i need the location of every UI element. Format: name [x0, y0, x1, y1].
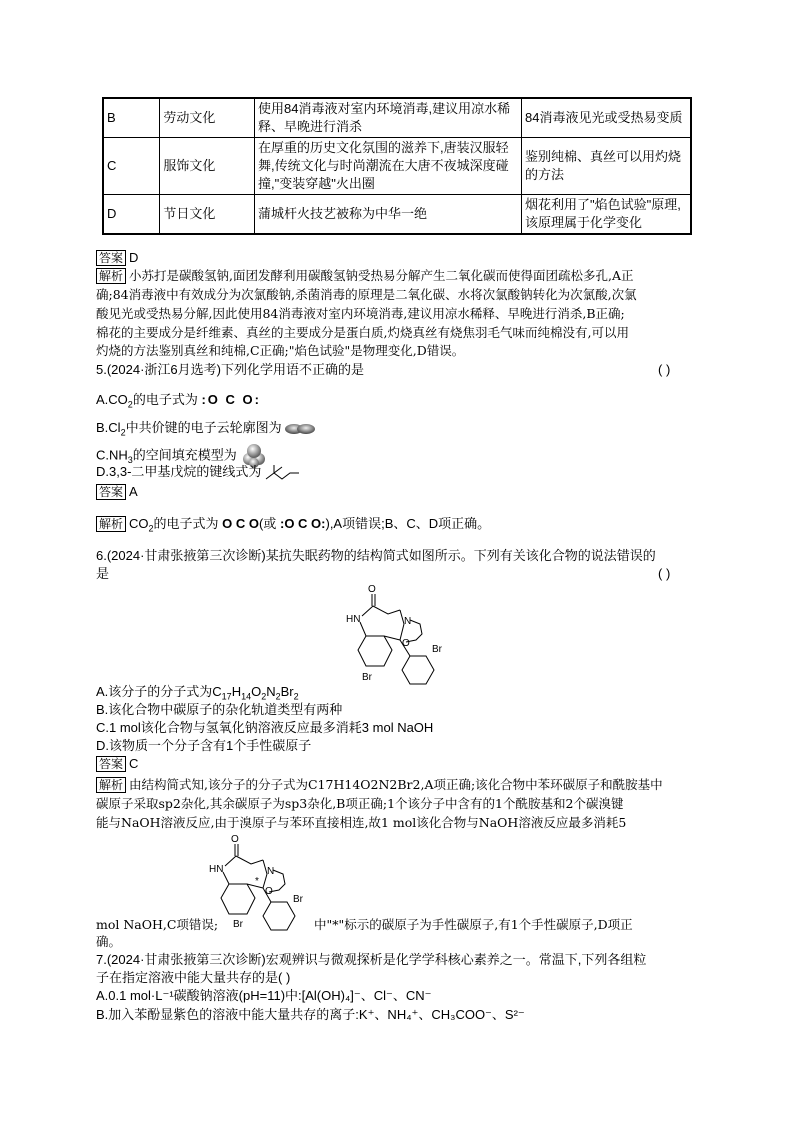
options-table — [102, 97, 692, 235]
atom-label: Br — [233, 919, 243, 930]
q6-analysis-line: 确。 — [96, 934, 122, 949]
electron-formula: O C O — [222, 516, 260, 531]
option-text: A.CO — [96, 392, 128, 407]
atom-label: N — [267, 866, 275, 877]
structure-diagram-chiral — [205, 832, 325, 932]
q6-analysis-line: 能与NaOH溶液反应,由于溴原子与苯环直接相连,故1 mol该化合物与NaOH溶液反应最多消耗5 — [96, 815, 627, 830]
electron-formula: :O C O: — [201, 392, 261, 407]
q7-stem: 7.(2024·甘肃张掖第三次诊断)宏观辨识与微观探析是化学学科核心素养之一。常温下,下列各组粒 — [96, 952, 647, 967]
table-cell: 蒲城杆火技艺被称为中华一绝 — [255, 195, 522, 235]
chiral-star: * — [255, 876, 259, 887]
answer-value: C — [129, 756, 139, 771]
table-cell: D — [103, 195, 160, 235]
atom-label: Br — [293, 894, 303, 905]
q6-analysis-line: 中"*"标示的碳原子为手性碳原子,有1个手性碳原子,D项正 — [314, 917, 633, 932]
option-text: C.NH — [96, 447, 128, 463]
electron-cloud-icon — [285, 422, 315, 436]
analysis-label: 解析 — [96, 777, 126, 793]
analysis-text: 由结构简式知,该分子的分子式为C17H14O2N2Br2,A项正确;该化合物中苯环碳原子和酰胺基中 — [129, 777, 663, 792]
table-cell: 在厚重的历史文化氛围的滋养下,唐装汉服轻舞,传统文化与时尚潮流在大唐不夜城深度碰撞,"变装穿越"火出圈 — [255, 138, 522, 195]
answer-label: 答案 — [96, 250, 126, 266]
table-cell: B — [103, 98, 160, 138]
q6-analysis-line: 碳原子采取sp2杂化,其余碳原子为sp3杂化,B项正确;1个该分子中含有的1个酰胺基和2个碳溴键 — [96, 796, 624, 811]
answer-value: A — [129, 484, 138, 499]
option-text: 的空间填充模型为 — [132, 447, 237, 463]
atom-label: Br — [432, 644, 442, 655]
q4-answer — [96, 250, 138, 266]
q6-analysis-line — [96, 777, 663, 793]
electron-formula: :O C O: — [279, 516, 326, 531]
atom-label: O — [368, 584, 376, 595]
atom-label: N — [404, 616, 412, 627]
q5-option-c: $C.NH_3$的空间填充模型为 — [96, 443, 266, 469]
q6-option-b: B.该化合物中碳原子的杂化轨道类型有两种 — [96, 702, 343, 717]
q5-answer — [96, 484, 138, 500]
q5-option-d — [96, 464, 301, 481]
q4-analysis-line: 酸见光或受热易分解,因此使用84消毒液对室内环境消毒,建议用凉水稀释、早晚进行消杀,B正确; — [96, 306, 625, 321]
atom-label: Br — [362, 672, 372, 683]
q4-analysis-line: 灼烧的方法鉴别真丝和纯棉,C正确;"焰色试验"是物理变化,D错误。 — [96, 343, 465, 358]
q6-stem: 是 — [96, 566, 110, 581]
table-cell: 节日文化 — [160, 195, 255, 235]
structure-diagram — [340, 580, 480, 685]
q6-stem: 6.(2024·甘肃张掖第三次诊断)某抗失眠药物的结构简式如图所示。下列有关该化合物的说法错误的 — [96, 548, 656, 563]
analysis-text: CO — [129, 516, 149, 531]
table-row — [103, 138, 691, 195]
q7-option-a: A.0.1 mol·L⁻¹碳酸钠溶液(pH=11)中:[Al(OH)₄]⁻、Cl⁻、CN⁻ — [96, 988, 432, 1003]
table-cell: 烟花利用了"焰色试验"原理,该原理属于化学变化 — [522, 195, 691, 235]
atom-label: HN — [209, 864, 224, 875]
option-text: B.Cl — [96, 420, 121, 435]
q6-option-c: C.1 mol该化合物与氢氧化钠溶液反应最多消耗3 mol NaOH — [96, 720, 434, 735]
skeletal-formula-icon — [265, 465, 301, 481]
answer-value: D — [129, 250, 139, 265]
atom-label: HN — [346, 614, 361, 625]
table-cell: 劳动文化 — [160, 98, 255, 138]
option-text: D.3,3-二甲基戊烷的键线式为 — [96, 464, 262, 479]
q7-stem: 子在指定溶液中能大量共存的是( ) — [96, 970, 291, 985]
q4-analysis-line — [96, 268, 634, 284]
table-cell: C — [103, 138, 160, 195]
option-text: 的电子式为 — [132, 392, 198, 407]
q5-analysis: 解析 $CO_2$的电子式为 O C O(或 :O C O:),A项错误;B、C、D项正确。 — [96, 516, 490, 537]
answer-blank: ( ) — [658, 566, 671, 581]
table-cell: 使用84消毒液对室内环境消毒,建议用凉水稀释、早晚进行消杀 — [255, 98, 522, 138]
answer-label: 答案 — [96, 756, 126, 772]
analysis-label: 解析 — [96, 268, 126, 284]
answer-label: 答案 — [96, 484, 126, 500]
q4-analysis-line: 棉花的主要成分是纤维素、真丝的主要成分是蛋白质,灼烧真丝有烧焦羽毛气味而纯棉没有,可以用 — [96, 325, 629, 340]
q5-stem: 5.(2024·浙江6月选考)下列化学用语不正确的是 — [96, 362, 364, 377]
q6-option-d: D.该物质一个分子含有1个手性碳原子 — [96, 738, 312, 753]
atom-label: O — [402, 638, 410, 649]
q6-analysis-line: mol NaOH,C项错误; — [96, 917, 219, 932]
table-cell: 鉴别纯棉、真丝可以用灼烧的方法 — [522, 138, 691, 195]
analysis-text: 小苏打是碳酸氢钠,面团发酵利用碳酸氢钠受热易分解产生二氧化碳而使得面团疏松多孔,A正 — [129, 268, 634, 283]
analysis-text: 的电子式为 — [153, 516, 219, 531]
atom-label: O — [265, 886, 273, 897]
q7-option-b: B.加入苯酚显紫色的溶液中能大量共存的离子:K⁺、NH₄⁺、CH₃COO⁻、S²⁻ — [96, 1007, 525, 1022]
answer-blank: ( ) — [658, 362, 671, 377]
option-text: A.该分子的分子式为C — [96, 684, 222, 699]
table-row — [103, 98, 691, 138]
table-row — [103, 195, 691, 235]
option-text: 中共价键的电子云轮廓图为 — [125, 420, 282, 435]
q5-option-b: $B.Cl_2$中共价键的电子云轮廓图为 — [96, 420, 315, 441]
q6-answer — [96, 756, 138, 772]
table-cell: 84消毒液见光或受热易变质 — [522, 98, 691, 138]
table-cell: 服饰文化 — [160, 138, 255, 195]
atom-label: O — [231, 834, 239, 845]
q5-option-a: $A.CO_2$的电子式为 :O C O: — [96, 392, 261, 410]
q4-analysis-line: 确;84消毒液中有效成分为次氯酸钠,杀菌消毒的原理是二氧化碳、水将次氯酸钠转化为次氯酸,次氯 — [96, 287, 637, 302]
analysis-text: (或 — [259, 516, 277, 531]
analysis-label: 解析 — [96, 516, 126, 532]
molecular-formula: $_{17}H_{14}O_2N_2Br_2$ — [221, 684, 299, 702]
analysis-text: ),A项错误;B、C、D项正确。 — [325, 516, 491, 531]
